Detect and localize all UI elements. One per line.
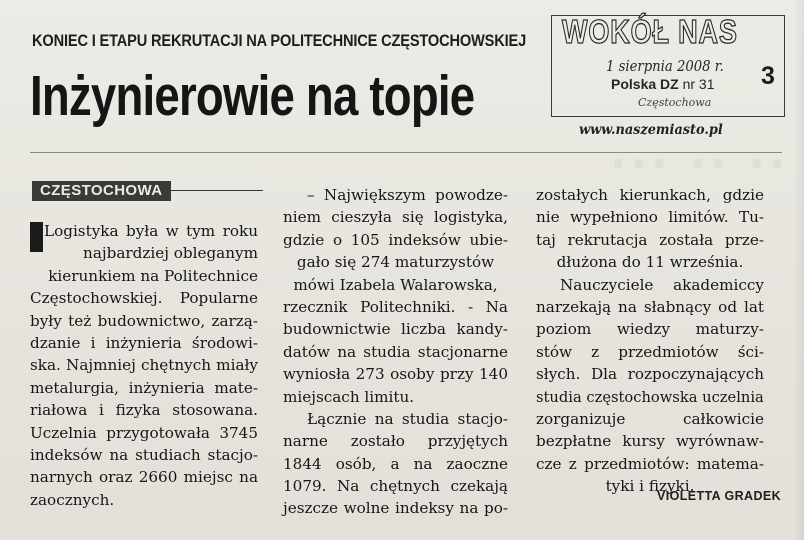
text-line: stów z przedmiotów ści- bbox=[536, 342, 764, 361]
text-line: datów na studia stacjonarne bbox=[283, 342, 508, 361]
text-line: dłużona do 11 września. bbox=[556, 253, 744, 272]
text-line: Uczelnia przygotowała 3745 bbox=[30, 423, 258, 442]
text-line: kierunkiem na Politechnice bbox=[48, 266, 258, 285]
text-line: słych. Dla rozpoczynających bbox=[536, 365, 764, 384]
text-line: Częstochowskiej. Popularne bbox=[30, 289, 258, 308]
text-line: budownictwie liczba kandy- bbox=[283, 320, 508, 339]
text-line: 1079. Na chętnych czekają bbox=[283, 477, 508, 496]
text-line: 1844 osób, a na zaoczne bbox=[283, 454, 508, 473]
text-line: nie wypełniono limitów. Tu- bbox=[536, 208, 764, 227]
text-line: indeksów na studiach stacjo- bbox=[30, 445, 258, 464]
text-line: gało się 274 maturzystów bbox=[296, 253, 495, 272]
text-line: tyki i fizyki. bbox=[605, 477, 695, 496]
article-headline: Inżynierowie na topie bbox=[30, 64, 475, 128]
text-line: metalurgia, inżynieria mate- bbox=[30, 378, 258, 397]
text-line: rzecznik Politechniki. - Na bbox=[283, 297, 508, 316]
page-edge-shadow bbox=[794, 0, 804, 540]
text-line: gdzie o 105 indeksów ubie- bbox=[283, 230, 508, 249]
text-line: były też budownictwo, zarzą- bbox=[30, 311, 258, 330]
issue-number: nr 31 bbox=[682, 76, 715, 92]
website-url: www.naszemiasto.pl bbox=[579, 122, 723, 138]
text-line: taj rekrutacja została prze- bbox=[536, 230, 764, 249]
text-line: niem cieszyła się logistyka, bbox=[283, 208, 508, 227]
dateline-rule bbox=[168, 190, 263, 191]
article-column-2 bbox=[283, 184, 508, 520]
article-kicker: KONIEC I ETAPU REKRUTACJI NA POLITECHNICE CZĘSTOCHOWSKIEJ bbox=[32, 31, 527, 50]
section-title: WOKÓŁ NAS bbox=[562, 13, 738, 50]
text-line: bezpłatne kursy wyrównaw- bbox=[536, 432, 764, 451]
text-line: cze z przedmiotów: matema- bbox=[536, 454, 764, 473]
article-byline: VIOLETTA GRADEK bbox=[657, 489, 782, 503]
text-line: – Największym powodze- bbox=[307, 186, 508, 204]
article-column-3 bbox=[536, 184, 764, 497]
header-rule bbox=[30, 152, 782, 153]
text-line: Logistyka była w tym roku bbox=[44, 222, 258, 240]
text-line: poziom wiedzy maturzy- bbox=[536, 320, 764, 339]
text-line: mówi Izabela Walarowska, bbox=[293, 275, 498, 294]
text-line: Nauczyciele akademiccy bbox=[560, 275, 764, 294]
text-line: miejscach limitu. bbox=[283, 387, 415, 406]
page-number: 3 bbox=[761, 62, 775, 90]
dateline-label: CZĘSTOCHOWA bbox=[32, 181, 171, 201]
text-line: zostałych kierunkach, gdzie bbox=[536, 186, 764, 204]
text-line: jeszcze wolne indeksy na po- bbox=[283, 499, 508, 518]
text-line: zaocznych. bbox=[30, 490, 115, 509]
text-line: ska. Najmniej chętnych miały bbox=[30, 356, 258, 375]
publication-name: Polska DZ bbox=[611, 76, 679, 92]
article-column-1 bbox=[30, 220, 258, 511]
text-line: narzekają na słabnący od lat bbox=[536, 297, 764, 316]
text-line: studia częstochowska uczelnia bbox=[536, 387, 764, 406]
text-line: najbardziej obleganym bbox=[83, 244, 258, 263]
text-line: narne zostało przyjętych bbox=[283, 432, 508, 451]
text-line: dzanie i inżynieria środowi- bbox=[30, 333, 258, 352]
issue-city: Częstochowa bbox=[638, 96, 712, 109]
issue-publication bbox=[611, 76, 715, 92]
text-line: riałowa i fizyka stosowana. bbox=[30, 401, 258, 420]
issue-date: 1 sierpnia 2008 r. bbox=[606, 57, 724, 75]
text-line: zorganizuje całkowicie bbox=[536, 409, 764, 428]
text-line: wyniosła 273 osoby przy 140 bbox=[283, 365, 508, 384]
text-line: Łącznie na studia stacjo- bbox=[307, 409, 508, 428]
text-line: narnych oraz 2660 miejsc na bbox=[30, 468, 258, 487]
